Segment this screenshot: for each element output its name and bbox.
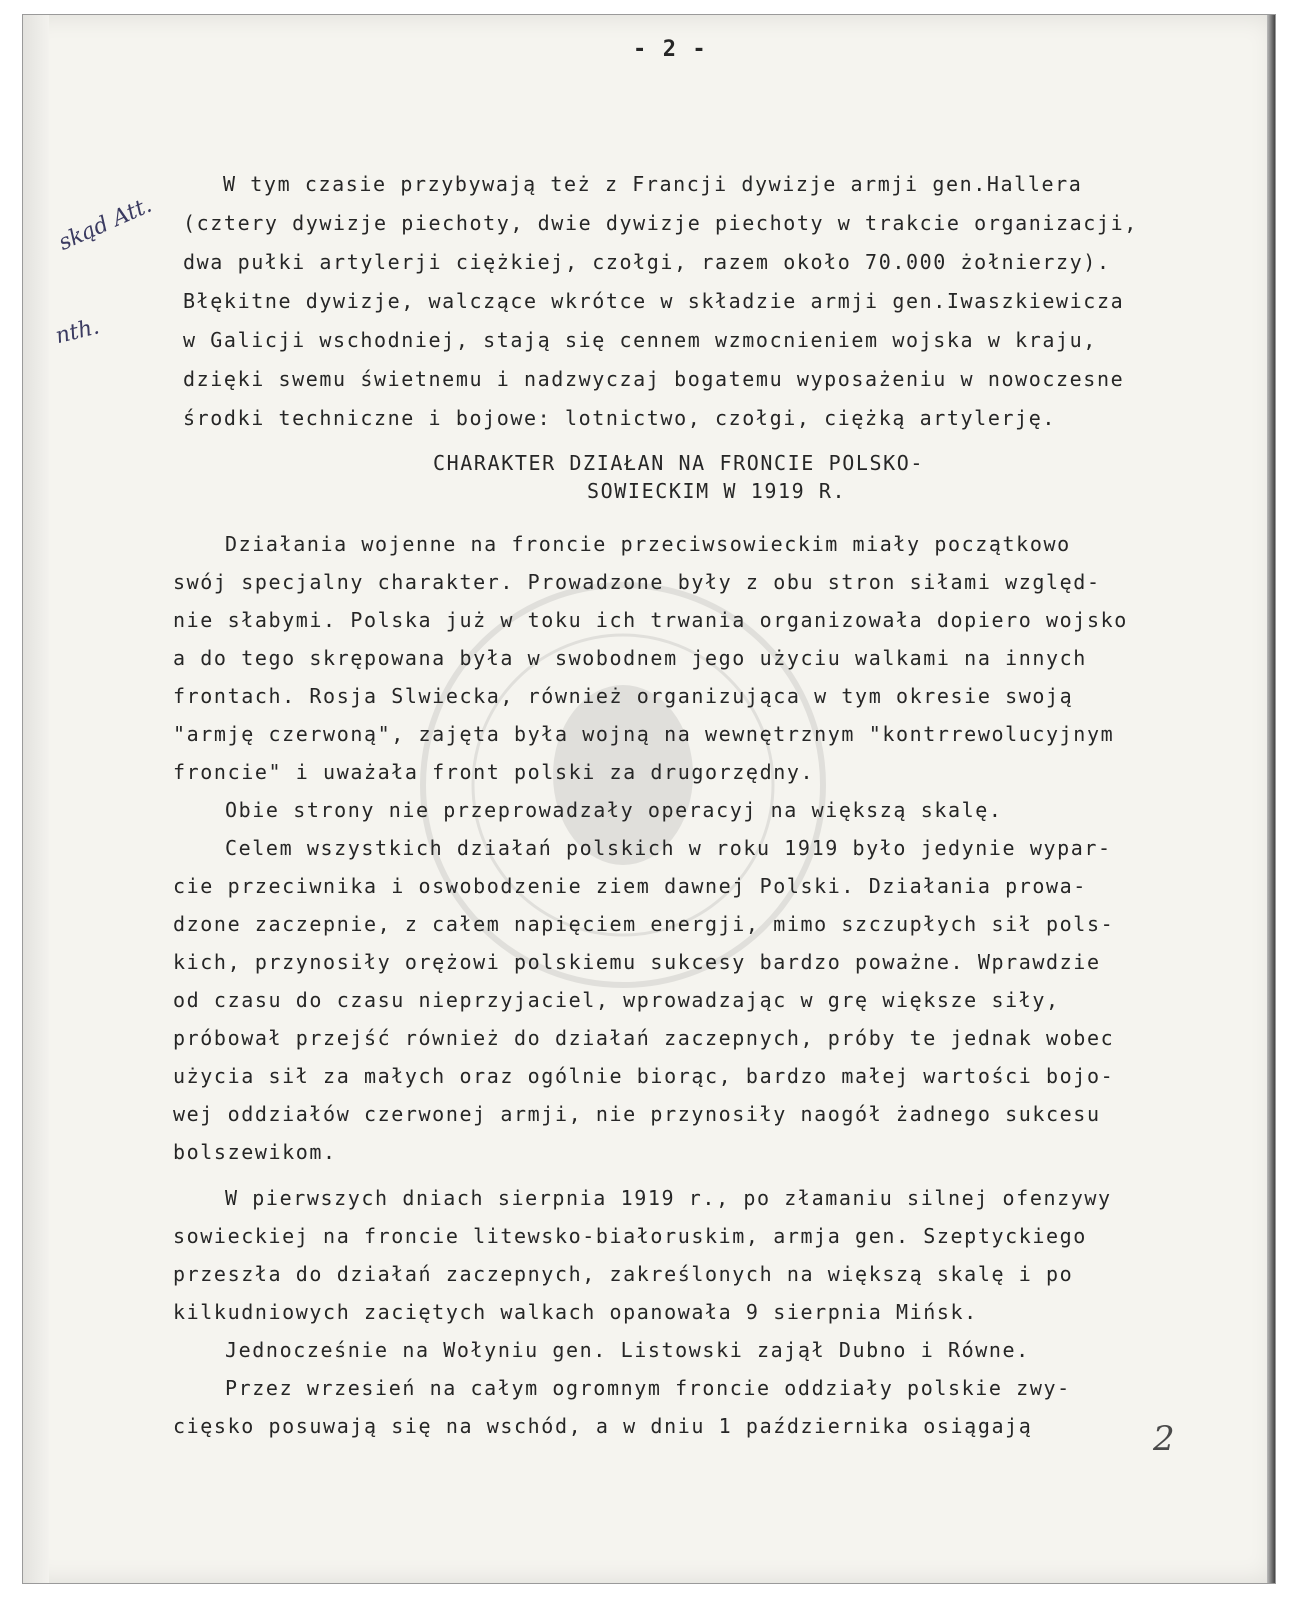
text-line: (cztery dywizje piechoty, dwie dywizje piechoty w trakcie organizacji, <box>183 211 1138 235</box>
text-line: próbował przejść również do działań zaczepnych, próby te jednak wobec <box>173 1026 1115 1050</box>
margin-note-1: skąd Att. <box>55 192 156 256</box>
paper-left-edge <box>23 15 49 1583</box>
page-number: - 2 - <box>633 37 708 62</box>
text-line: "armję czerwoną", zajęta była wojną na wewnętrznym "kontrrewolucyjnym <box>173 722 1115 746</box>
heading-line: SOWIECKIM W 1919 R. <box>587 479 847 503</box>
text-line: froncie" i uważała front polski za drugorzędny. <box>173 760 815 784</box>
paragraph-1 <box>183 165 1138 430</box>
text-line: cięsko posuwają się na wschód, a w dniu 1 października osiągają <box>173 1414 1033 1438</box>
paper-right-edge <box>1267 15 1275 1583</box>
text-line: Działania wojenne na froncie przeciwsowieckim miały początkowo <box>225 532 1071 556</box>
text-line: użycia sił za małych oraz ogólnie biorąc, bardzo małej wartości bojo- <box>173 1064 1115 1088</box>
text-line: Obie strony nie przeprowadzały operacyj na większą skalę. <box>225 798 1003 822</box>
text-line: przeszła do działań zaczepnych, zakreślonych na większą skalę i po <box>173 1262 1074 1286</box>
text-line: od czasu do czasu nieprzyjaciel, wprowadzając w grę większe siły, <box>173 988 1060 1012</box>
paragraph-2 <box>173 525 1128 1164</box>
text-line: środki techniczne i bojowe: lotnictwo, czołgi, ciężką artylerję. <box>183 406 1057 430</box>
text-line: kilkudniowych zaciętych walkach opanowała 9 sierpnia Mińsk. <box>173 1300 978 1324</box>
text-line: wej oddziałów czerwonej armji, nie przynosiły naogół żadnego sukcesu <box>173 1102 1101 1126</box>
text-line: bolszewikom. <box>173 1140 337 1164</box>
text-line: w Galicji wschodniej, stają się cennem wzmocnieniem wojska w kraju, <box>183 328 1097 352</box>
heading-line: CHARAKTER DZIAŁAN NA FRONCIE POLSKO- <box>433 451 925 475</box>
text-line: Przez wrzesień na całym ogromnym froncie oddziały polskie zwy- <box>225 1376 1071 1400</box>
text-line: sowieckiej na froncie litewsko-białoruskim, armja gen. Szeptyckiego <box>173 1224 1087 1248</box>
text-line: W pierwszych dniach sierpnia 1919 r., po złamaniu silnej ofenzywy <box>225 1186 1112 1210</box>
text-line: nie słabymi. Polska już w toku ich trwania organizowała dopiero wojsko <box>173 608 1128 632</box>
text-line: W tym czasie przybywają też z Francji dywizje armji gen.Hallera <box>223 172 1083 196</box>
handwritten-page-number: 2 <box>1153 1419 1175 1459</box>
text-line: dzięki swemu świetnemu i nadzwyczaj bogatemu wyposażeniu w nowoczesne <box>183 367 1125 391</box>
text-line: kich, przynosiły orężowi polskiemu sukcesy bardzo poważne. Wprawdzie <box>173 950 1101 974</box>
text-line: dzone zaczepnie, z całem napięciem energji, mimo szczupłych sił pols- <box>173 912 1115 936</box>
text-line: swój specjalny charakter. Prowadzone były z obu stron siłami względ- <box>173 570 1101 594</box>
text-line: Jednocześnie na Wołyniu gen. Listowski zajął Dubno i Równe. <box>225 1338 1030 1362</box>
document-page <box>22 14 1276 1584</box>
text-line: Błękitne dywizje, walczące wkrótce w składzie armji gen.Iwaszkiewicza <box>183 289 1125 313</box>
paragraph-3 <box>173 1179 1112 1438</box>
text-line: a do tego skrępowana była w swobodnem jego użyciu walkami na innych <box>173 646 1087 670</box>
text-line: frontach. Rosja Slwiecka, również organizująca w tym okresie swoją <box>173 684 1074 708</box>
text-line: cie przeciwnika i oswobodzenie ziem dawnej Polski. Działania prowa- <box>173 874 1087 898</box>
margin-note-2: nth. <box>53 314 102 350</box>
text-line: Celem wszystkich działań polskich w roku 1919 było jedynie wypar- <box>225 836 1112 860</box>
text-line: dwa pułki artylerji ciężkiej, czołgi, razem około 70.000 żołnierzy). <box>183 250 1111 274</box>
